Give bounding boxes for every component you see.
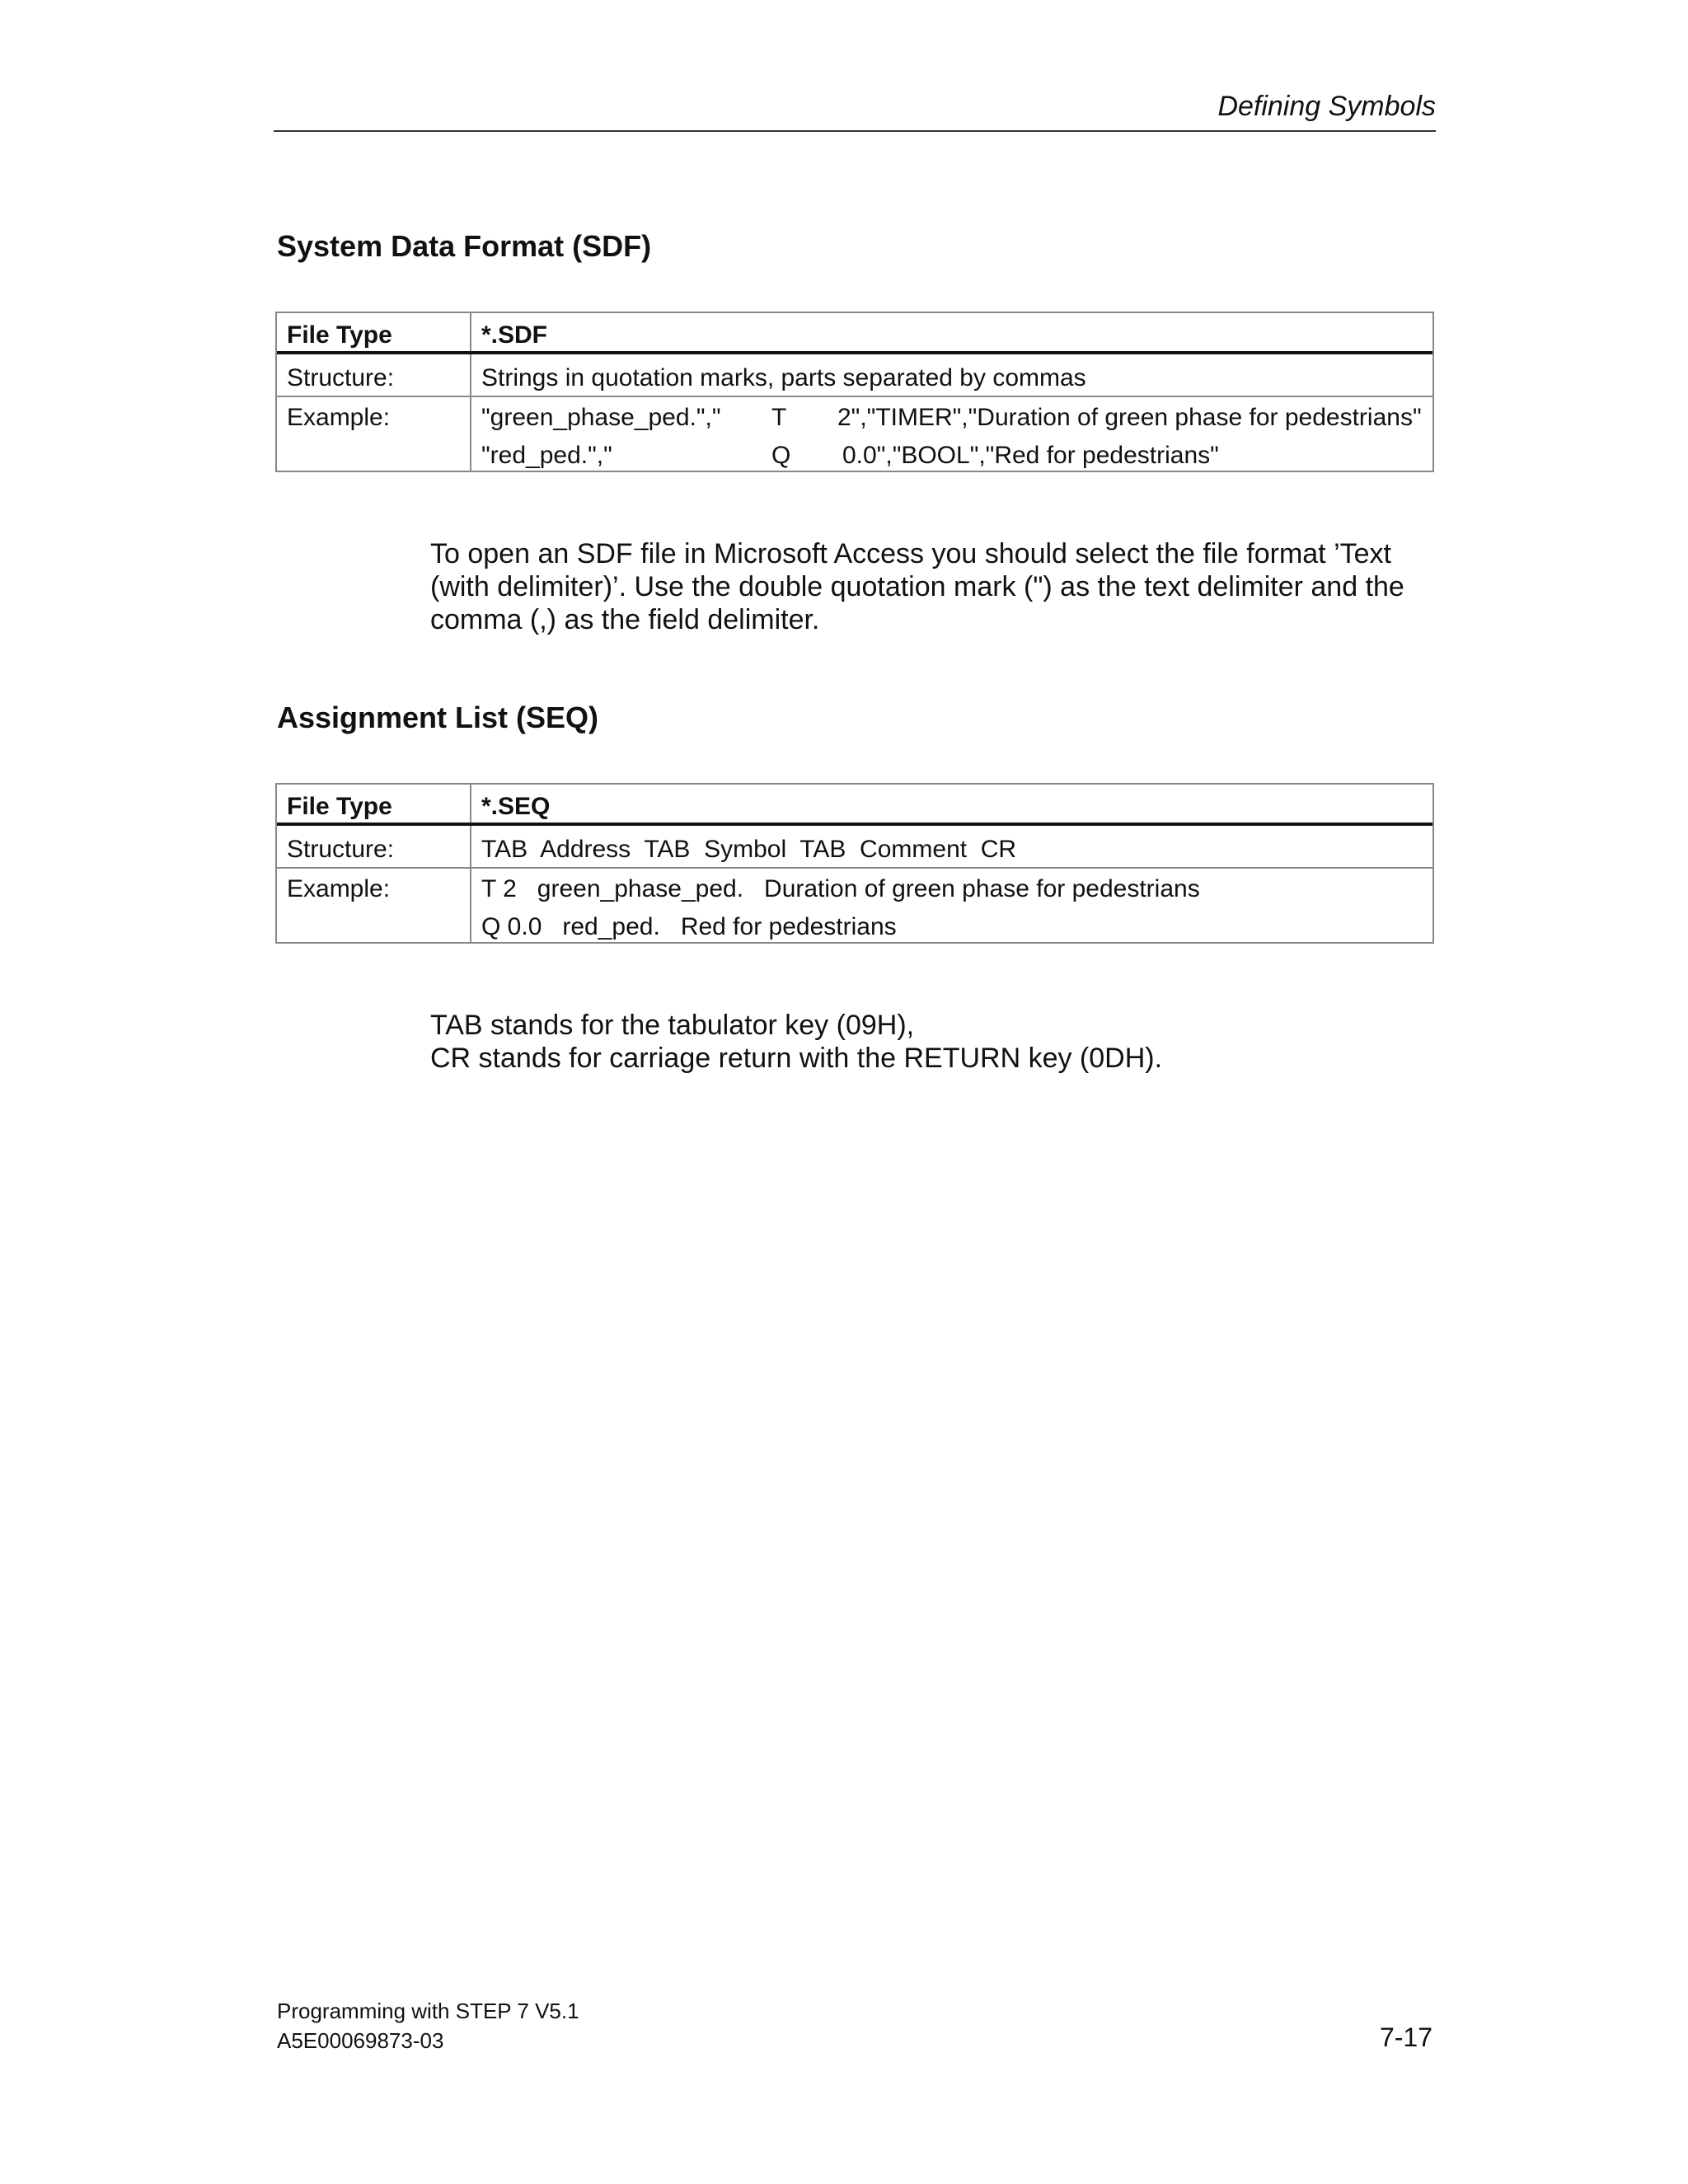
note-line: CR stands for carriage return with the RETURN key (0DH). [430, 1043, 1163, 1074]
file-type-value: *.SDF [481, 321, 548, 349]
example-name: "green_phase_ped."," [481, 404, 721, 431]
seq-format-table [275, 783, 1434, 944]
note-line: comma (,) as the field delimiter. [430, 604, 820, 635]
example-rest: 2","TIMER","Duration of green phase for pedestrians" [837, 404, 1422, 431]
footer-doc-number: A5E00069873-03 [277, 2028, 444, 2053]
seq-note [430, 1009, 1162, 1075]
section-heading-sdf: System Data Format (SDF) [277, 229, 652, 263]
structure-value: TAB Address TAB Symbol TAB Comment CR [481, 836, 1017, 863]
row-divider [277, 867, 1432, 869]
note-line: (with delimiter)’. Use the double quotation mark (") as the text delimiter and the [430, 571, 1404, 602]
header-rule-left [277, 823, 470, 826]
example-label: Example: [287, 404, 391, 431]
note-line: To open an SDF file in Microsoft Access you should select the file format ’Text [430, 538, 1391, 569]
example-label: Example: [287, 875, 391, 902]
file-type-label: File Type [287, 321, 392, 349]
column-divider [470, 313, 471, 471]
example-name: "red_ped."," [481, 442, 612, 469]
sdf-format-table [275, 312, 1434, 472]
file-type-value: *.SEQ [481, 793, 551, 820]
page-header [274, 91, 1436, 132]
example-line: T 2 green_phase_ped. Duration of green phase for pedestrians [481, 875, 1200, 902]
running-title: Defining Symbols [1217, 91, 1436, 122]
structure-label: Structure: [287, 364, 395, 391]
structure-label: Structure: [287, 836, 395, 863]
column-divider [470, 785, 471, 942]
structure-value: Strings in quotation marks, parts separated by commas [481, 364, 1086, 391]
example-rest: 0.0","BOOL","Red for pedestrians" [842, 442, 1219, 469]
page-number: 7-17 [1379, 2022, 1432, 2052]
sdf-note [430, 537, 1404, 636]
header-rule [470, 351, 1432, 354]
section-heading-seq: Assignment List (SEQ) [277, 701, 599, 734]
example-area: Q [771, 442, 791, 469]
example-line: Q 0.0 red_ped. Red for pedestrians [481, 913, 897, 940]
file-type-label: File Type [287, 793, 392, 820]
example-area: T [771, 404, 787, 431]
note-line: TAB stands for the tabulator key (09H), [430, 1010, 915, 1041]
header-rule [470, 823, 1432, 826]
footer-title: Programming with STEP 7 V5.1 [277, 1999, 579, 2023]
header-rule-left [277, 351, 470, 354]
row-divider [277, 396, 1432, 397]
footer-document-info [277, 1996, 579, 2055]
